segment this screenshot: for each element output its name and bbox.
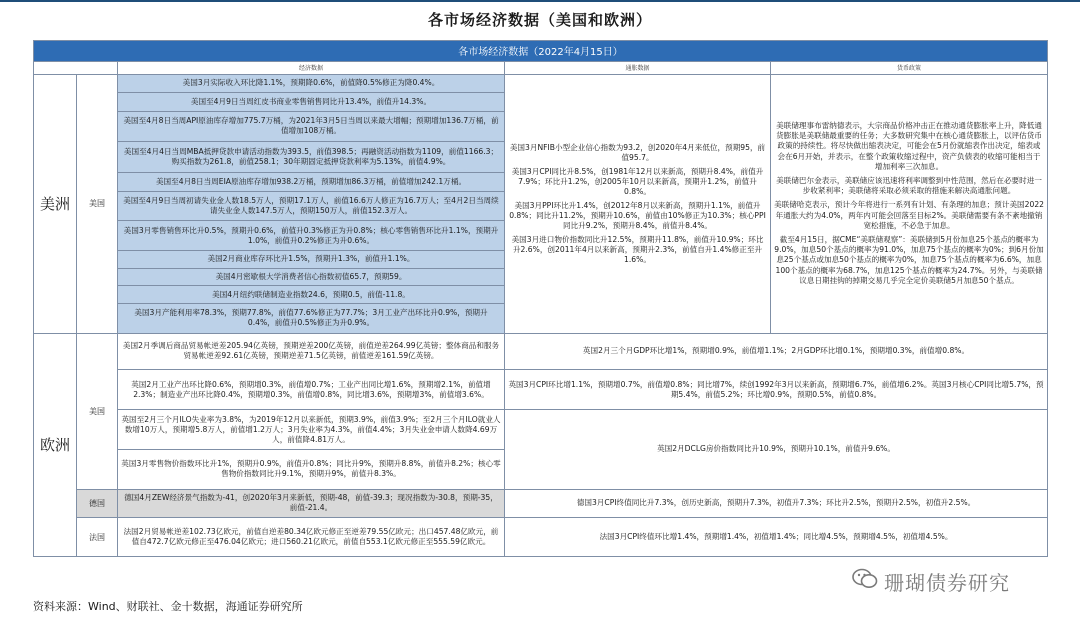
us-economy-item: 美国至4月9日当周初请失业金人数18.5万人，预期17.1万人，前值16.6万人修正为16.7万人；至4月2日当周续请失业金人数147.5万人，预期150万人，前值152.3万人。 [118, 191, 505, 220]
source-note: 资料来源：Wind、财联社、金十数据，海通证券研究所 [33, 600, 303, 613]
us-inflation-item: 美国3月CPI同比升8.5%，创1981年12月以来新高，预期升8.4%，前值升7.9%；环比升1.2%，创2005年10月以来新高，预期升1.2%，前值升0.8%。 [511, 166, 764, 196]
eu-economy-item: 英国2月工业产出环比降0.6%，预期增0.3%，前值增0.7%；工业产出同比增1.6%，预期增2.1%，前值增2.3%；制造业产出环比降0.4%，预期增0.3%，前值增0.8%，同比增3.6%，预期增3%，前值增3.6%。 [118, 370, 505, 410]
document-title: 各市场经济数据（美国和欧洲） [427, 11, 652, 29]
us-economy-item: 美国至4月9日当周红皮书商业零售销售同比升13.4%，前值升14.3%。 [118, 93, 505, 112]
eu-economy-item: 英国3月零售物价指数环比升1%，预期升0.9%，前值升0.8%；同比升9%，预期升8.8%，前值升8.2%；核心零售物价指数同比升9.1%，预期升9%，前值升8.3%。 [118, 449, 505, 489]
region-americas: 美洲 [34, 74, 77, 333]
eu-inflation-item: 英国2月三个月GDP环比增1%，预期增0.9%，前值增1.1%；2月GDP环比增0.1%，预期增0.3%，前值增0.8%。 [505, 333, 1048, 370]
us-economy-item: 美国至4月8日当周EIA原油库存增加938.2万桶，预期增加86.3万桶，前值增加242.1万桶。 [118, 173, 505, 192]
us-inflation-item: 美国3月NFIB小型企业信心指数为93.2，创2020年4月来低位，预期95，前值95.7。 [509, 142, 766, 162]
us-economy-item: 美国3月零售销售环比升0.5%，预期升0.6%，前值升0.3%修正为升0.8%；核心零售销售环比升1.1%，预期升1.0%，前值升0.2%修正为升0.6%。 [118, 221, 505, 250]
us-policy-item: 美联储巴尔金表示，美联储应该迅速将利率调整到中性范围，然后在必要时进一步收紧利率；美联储将采取必须采取的措施来解决高通胀问题。 [776, 176, 1042, 196]
us-policy-item: 美联储理事布雷纳德表示，大宗商品价格冲击正在推动通货膨胀率上升，降低通货膨胀是美联储最重要的任务；大多数研究集中在核心通货膨胀上，以评估货币政策的持续性。将尽快做出缩表决定，可能会在5月份就缩表作出决定，缩表或会在6月开始，并表示，在整个政策收缩过程中，资产负债表的收缩可能相当于增加利率三次加息。 [776, 121, 1042, 171]
watermark [848, 566, 1058, 596]
data-grid [33, 40, 1048, 557]
country-france: 法国 [77, 518, 118, 557]
wechat-icon [852, 568, 878, 594]
us-policy-cell [771, 74, 1048, 333]
us-inflation-item: 美国3月PPI环比升1.4%，创2012年8月以来新高，预期升1.1%，前值升0.8%；同比升11.2%，预期升10.6%，前值由10%修正为10.3%；核心PPI同比升9.2%，预期升8.4%，前值升8.4%。 [509, 200, 766, 230]
us-economy-item: 美国2月商业库存环比升1.5%，预期升1.3%，前值升1.1%。 [118, 250, 505, 268]
country-us-europe: 美国 [77, 333, 118, 489]
table-banner: 各市场经济数据（2022年4月15日） [34, 41, 1048, 62]
eu-inflation-item: 英国2月DCLG房价指数同比升10.9%，预期升10.1%，前值升9.6%。 [505, 410, 1048, 490]
watermark-text: 珊瑚债券研究 [884, 570, 1010, 595]
top-rule [0, 0, 1080, 2]
eu-economy-item: 英国至2月三个月ILO失业率为3.8%，为2019年12月以来新低，预期3.9%，前值3.9%；至2月三个月ILO就业人数增10万人，预期增5.8万人，前值增1.2万人；3月失业率为4.3%，前值4.4%；3月失业金申请人数降4.69万人，前值降4.81万人。 [118, 410, 505, 450]
us-economy-item: 美国3月产能利用率78.3%，预期77.8%，前值77.6%修正为77.7%；3月工业产出环比升0.9%，预期升0.4%，前值升0.5%修正为升0.9%。 [118, 304, 505, 333]
us-economy-item: 美国至4月8日当周API原油库存增加775.7万桶，为2021年3月5日当周以来最大增幅；预期增加136.7万桶，前值增加108万桶。 [118, 112, 505, 141]
us-policy-item: 截至4月15日，据CME“美联储观察”：美联储到5月份加息25个基点的概率为9.0%，加息50个基点的概率为91.0%，加息75个基点的概率为0%；到6月份加息25个基点或加息50个基点的概率为0%，加息75个基点的概率为6.6%，加息100个基点的概率为68.7%，加息125个基点的概率为24.7%。另外，与美联储议息日期挂钩的掉期交易几乎完全定价美联储5月加息50个基点。 [774, 235, 1044, 285]
eu-inflation-item: 英国3月CPI环比增1.1%，预期增0.7%，前值增0.8%；同比增7%，续创1992年3月以来新高，预期增6.7%，前值增6.2%。英国3月核心CPI同比增5.7%，预期5.4%，前值5.2%；环比增0.9%，预期0.5%，前值0.8%。 [505, 370, 1048, 410]
us-inflation-item: 美国3月进口物价指数同比升12.5%，预期升11.8%，前值升10.9%；环比升2.6%，创2011年4月以来新高，预期升2.3%，前值自升1.4%修正至升1.6%。 [511, 234, 764, 264]
region-europe: 欧洲 [34, 333, 77, 556]
country-us: 美国 [77, 74, 118, 333]
france-inflation: 法国3月CPI终值环比增1.4%，预期增1.4%，初值增1.4%；同比增4.5%，预期增4.5%，初值增4.5%。 [505, 518, 1048, 557]
column-header-inflation: 通胀数据 [505, 61, 771, 74]
france-economy: 法国2月贸易帐逆差102.73亿欧元，前值自逆差80.34亿欧元修正至逆差79.55亿欧元；出口457.48亿欧元，前值自472.7亿欧元修正至476.04亿欧元；进口560.21亿欧元，前值自553.1亿欧元修正至555.59亿欧元。 [118, 518, 505, 557]
us-policy-item: 美联储哈克表示，预计今年将进行一系列有计划、有条理的加息；预计美国2022年通胀大约为4.0%，两年内可能会回落至目标2%。美联储需要有条不紊地撤销宽松措施，不必急于加息。 [774, 200, 1044, 230]
eu-economy-item: 美国2月季调后商品贸易帐逆差205.94亿英镑，预期逆差200亿英镑，前值逆差264.99亿英镑；整体商品和服务贸易帐逆差92.61亿英镑，预期逆差71.5亿英镑，前值逆差161.59亿英镑。 [118, 333, 505, 370]
header-spacer [34, 61, 118, 74]
us-economy-item: 美国至4月4日当周MBA抵押贷款申请活动指数为393.5，前值398.5；再融资活动指数为1109，前值1166.3；购买指数为261.8，前值258.1；30年期固定抵押贷款利率为5.13%，前值4.9%。 [118, 141, 505, 172]
germany-inflation: 德国3月CPI终值同比升7.3%，创历史新高，预期升7.3%，初值升7.3%；环比升2.5%，预期升2.5%，初值升2.5%。 [505, 489, 1048, 517]
germany-economy: 德国4月ZEW经济景气指数为-41，创2020年3月来新低，预期-48，前值-39.3；现况指数为-30.8，预期-35，前值-21.4。 [118, 489, 505, 517]
us-economy-item: 美国3月实际收入环比降1.1%，预期降0.6%，前值降0.5%修正为降0.4%。 [118, 74, 505, 93]
us-economy-item: 美国4月密歇根大学消费者信心指数初值65.7，预期59。 [118, 268, 505, 286]
us-inflation-cell [505, 74, 771, 333]
country-germany: 德国 [77, 489, 118, 517]
column-header-policy: 货币政策 [771, 61, 1048, 74]
economic-data-table [33, 40, 1047, 557]
column-header-economy: 经济数据 [118, 61, 505, 74]
us-economy-item: 美国4月纽约联储制造业指数24.6，预期0.5，前值-11.8。 [118, 286, 505, 304]
